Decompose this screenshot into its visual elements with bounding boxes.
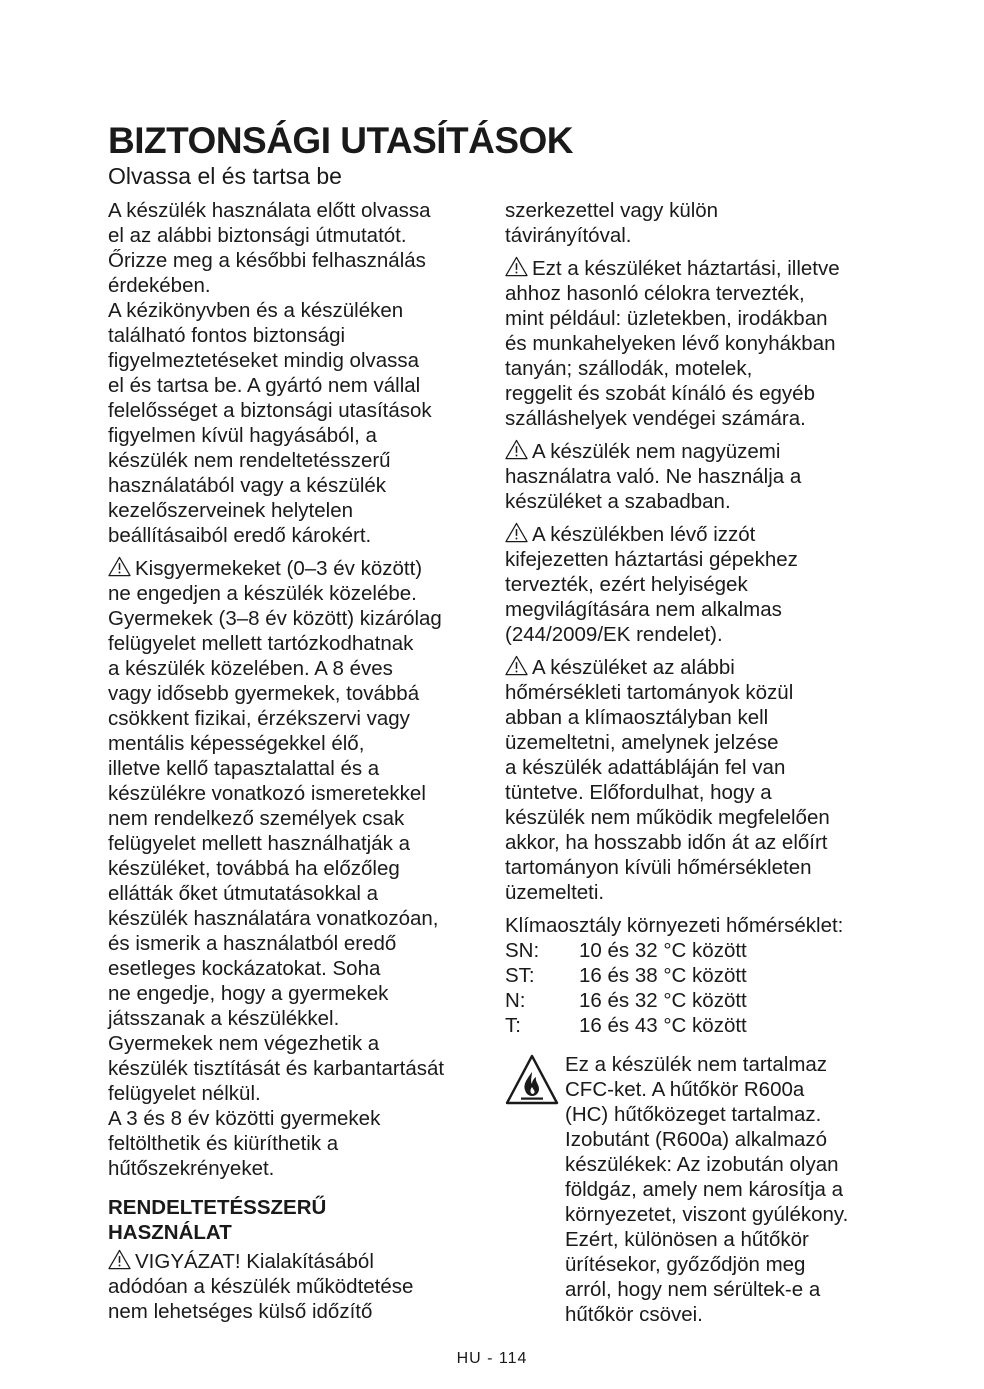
children-warning-paragraph: Kisgyermekeket (0–3 év között) ne engedjen a készülék közelébe. Gyermekek (3–8 év között) kizárólag felügyelet mellett tartózkodhatnak a készülék közelében. A 8 éves vagy idősebb gyermekek, továbbá csökkent fizikai, érzékszervi vagy mentális képességekkel élő, illetve kellő tapasztalattal és a készülékre vonatkozó ismeretekkel nem rendelkező személyek csak felügyelet mellett használhatják a készüléket, továbbá ha előzőleg ellátták őket útmutatásokkal a készülék használatára vonatkozóan, és ismerik a használatból eredő esetleges kockázatokat. Soha ne engedje, hogy a gyermekek játsszanak a készülékkel. Gyermekek nem végezhetik a készülék tisztítását és karbantartását felügyelet nélkül. A 3 és 8 év közötti gyermekek feltölthetik és kiüríthetik a hűtőszekrényeket.	[108, 557, 445, 1180]
page-title: BIZTONSÁGI UTASÍTÁSOK	[108, 120, 574, 161]
page-number: HU - 114	[456, 1350, 528, 1367]
warning-triangle-icon	[505, 439, 528, 460]
warning-triangle-icon	[505, 655, 528, 676]
climate-class-table	[505, 913, 890, 1038]
warning-triangle-icon	[505, 256, 528, 277]
climate-row: ST: 16 és 38 °C között	[505, 964, 747, 987]
climate-row: SN: 10 és 32 °C között	[505, 939, 747, 962]
intro-paragraph: A készülék használata előtt olvassa el az alábbi biztonsági útmutatót. Őrizze meg a későbbi felhasználás érdekében. A kézikönyvben és a készüléken található fontos biztonsági figyelmeztetéseket mindig olvassa el és tartsa be. A gyártó nem vállal felelősséget a biztonsági utasítások figyelmen kívül hagyásából, a készülék nem rendeltetésszerű használatából vagy a készülék kezelőszerveinek helytelen beállításaiból eredő károkért.	[108, 199, 432, 547]
left-column	[108, 198, 488, 1332]
warning-triangle-icon	[108, 556, 131, 577]
outdoor-warning-paragraph: A készülék nem nagyüzemi használatra való. Ne használja a készüléket a szabadban.	[505, 440, 802, 513]
flammable-warning-icon	[505, 1054, 559, 1106]
right-column	[505, 198, 890, 1327]
flammable-refrigerant-note	[505, 1052, 890, 1327]
timer-continued-paragraph: szerkezettel vagy külön távirányítóval.	[505, 199, 719, 247]
warning-triangle-icon	[505, 522, 528, 543]
flammable-note-text: Ez a készülék nem tartalmaz CFC-ket. A hűtőkör R600a (HC) hűtőközeget tartalmaz. Izobutánt (R600a) alkalmazó készülékek: Az izobután olyan földgáz, amely nem károsítja a környezetet, viszont gyúlékony. Ezért, különösen a hűtőkör ürítésekor, győződjön meg arról, hogy nem sérültek-e a hűtőkör csövei.	[565, 1053, 849, 1326]
section-heading: RENDELTETÉSSZERŰ HASZNÁLAT	[108, 1196, 327, 1244]
climate-row: N: 16 és 32 °C között	[505, 989, 747, 1012]
timer-warning-paragraph: VIGYÁZAT! Kialakításából adódóan a készülék működtetése nem lehetséges külső időzítő	[108, 1250, 414, 1323]
climate-warning-paragraph: A készüléket az alábbi hőmérsékleti tartományok közül abban a klímaosztályban kell üzemeltetni, amelynek jelzése a készülék adattábláján fel van tüntetve. Előfordulhat, hogy a készülék nem működik megfelelően akkor, ha hosszabb időn át az előírt tartományon kívüli hőmérsékleten üzemelteti.	[505, 656, 830, 904]
warning-triangle-icon	[108, 1249, 131, 1270]
household-use-paragraph: Ezt a készüléket háztartási, illetve ahhoz hasonló célokra tervezték, mint például: üzletekben, irodákban és munkahelyeken lévő konyhákban tanyán; szállodák, motelek, reggelit és szobát kínáló és egyéb szálláshelyek vendégei számára.	[505, 257, 840, 430]
climate-row: T: 16 és 43 °C között	[505, 1014, 747, 1037]
lamp-warning-paragraph: A készülékben lévő izzót kifejezetten háztartási gépekhez tervezték, ezért helyiségek megvilágítására nem alkalmas (244/2009/EK rendelet).	[505, 523, 798, 646]
climate-class-title: Klímaosztály környezeti hőmérséklet:	[505, 914, 844, 937]
page-subtitle: Olvassa el és tartsa be	[108, 163, 342, 189]
